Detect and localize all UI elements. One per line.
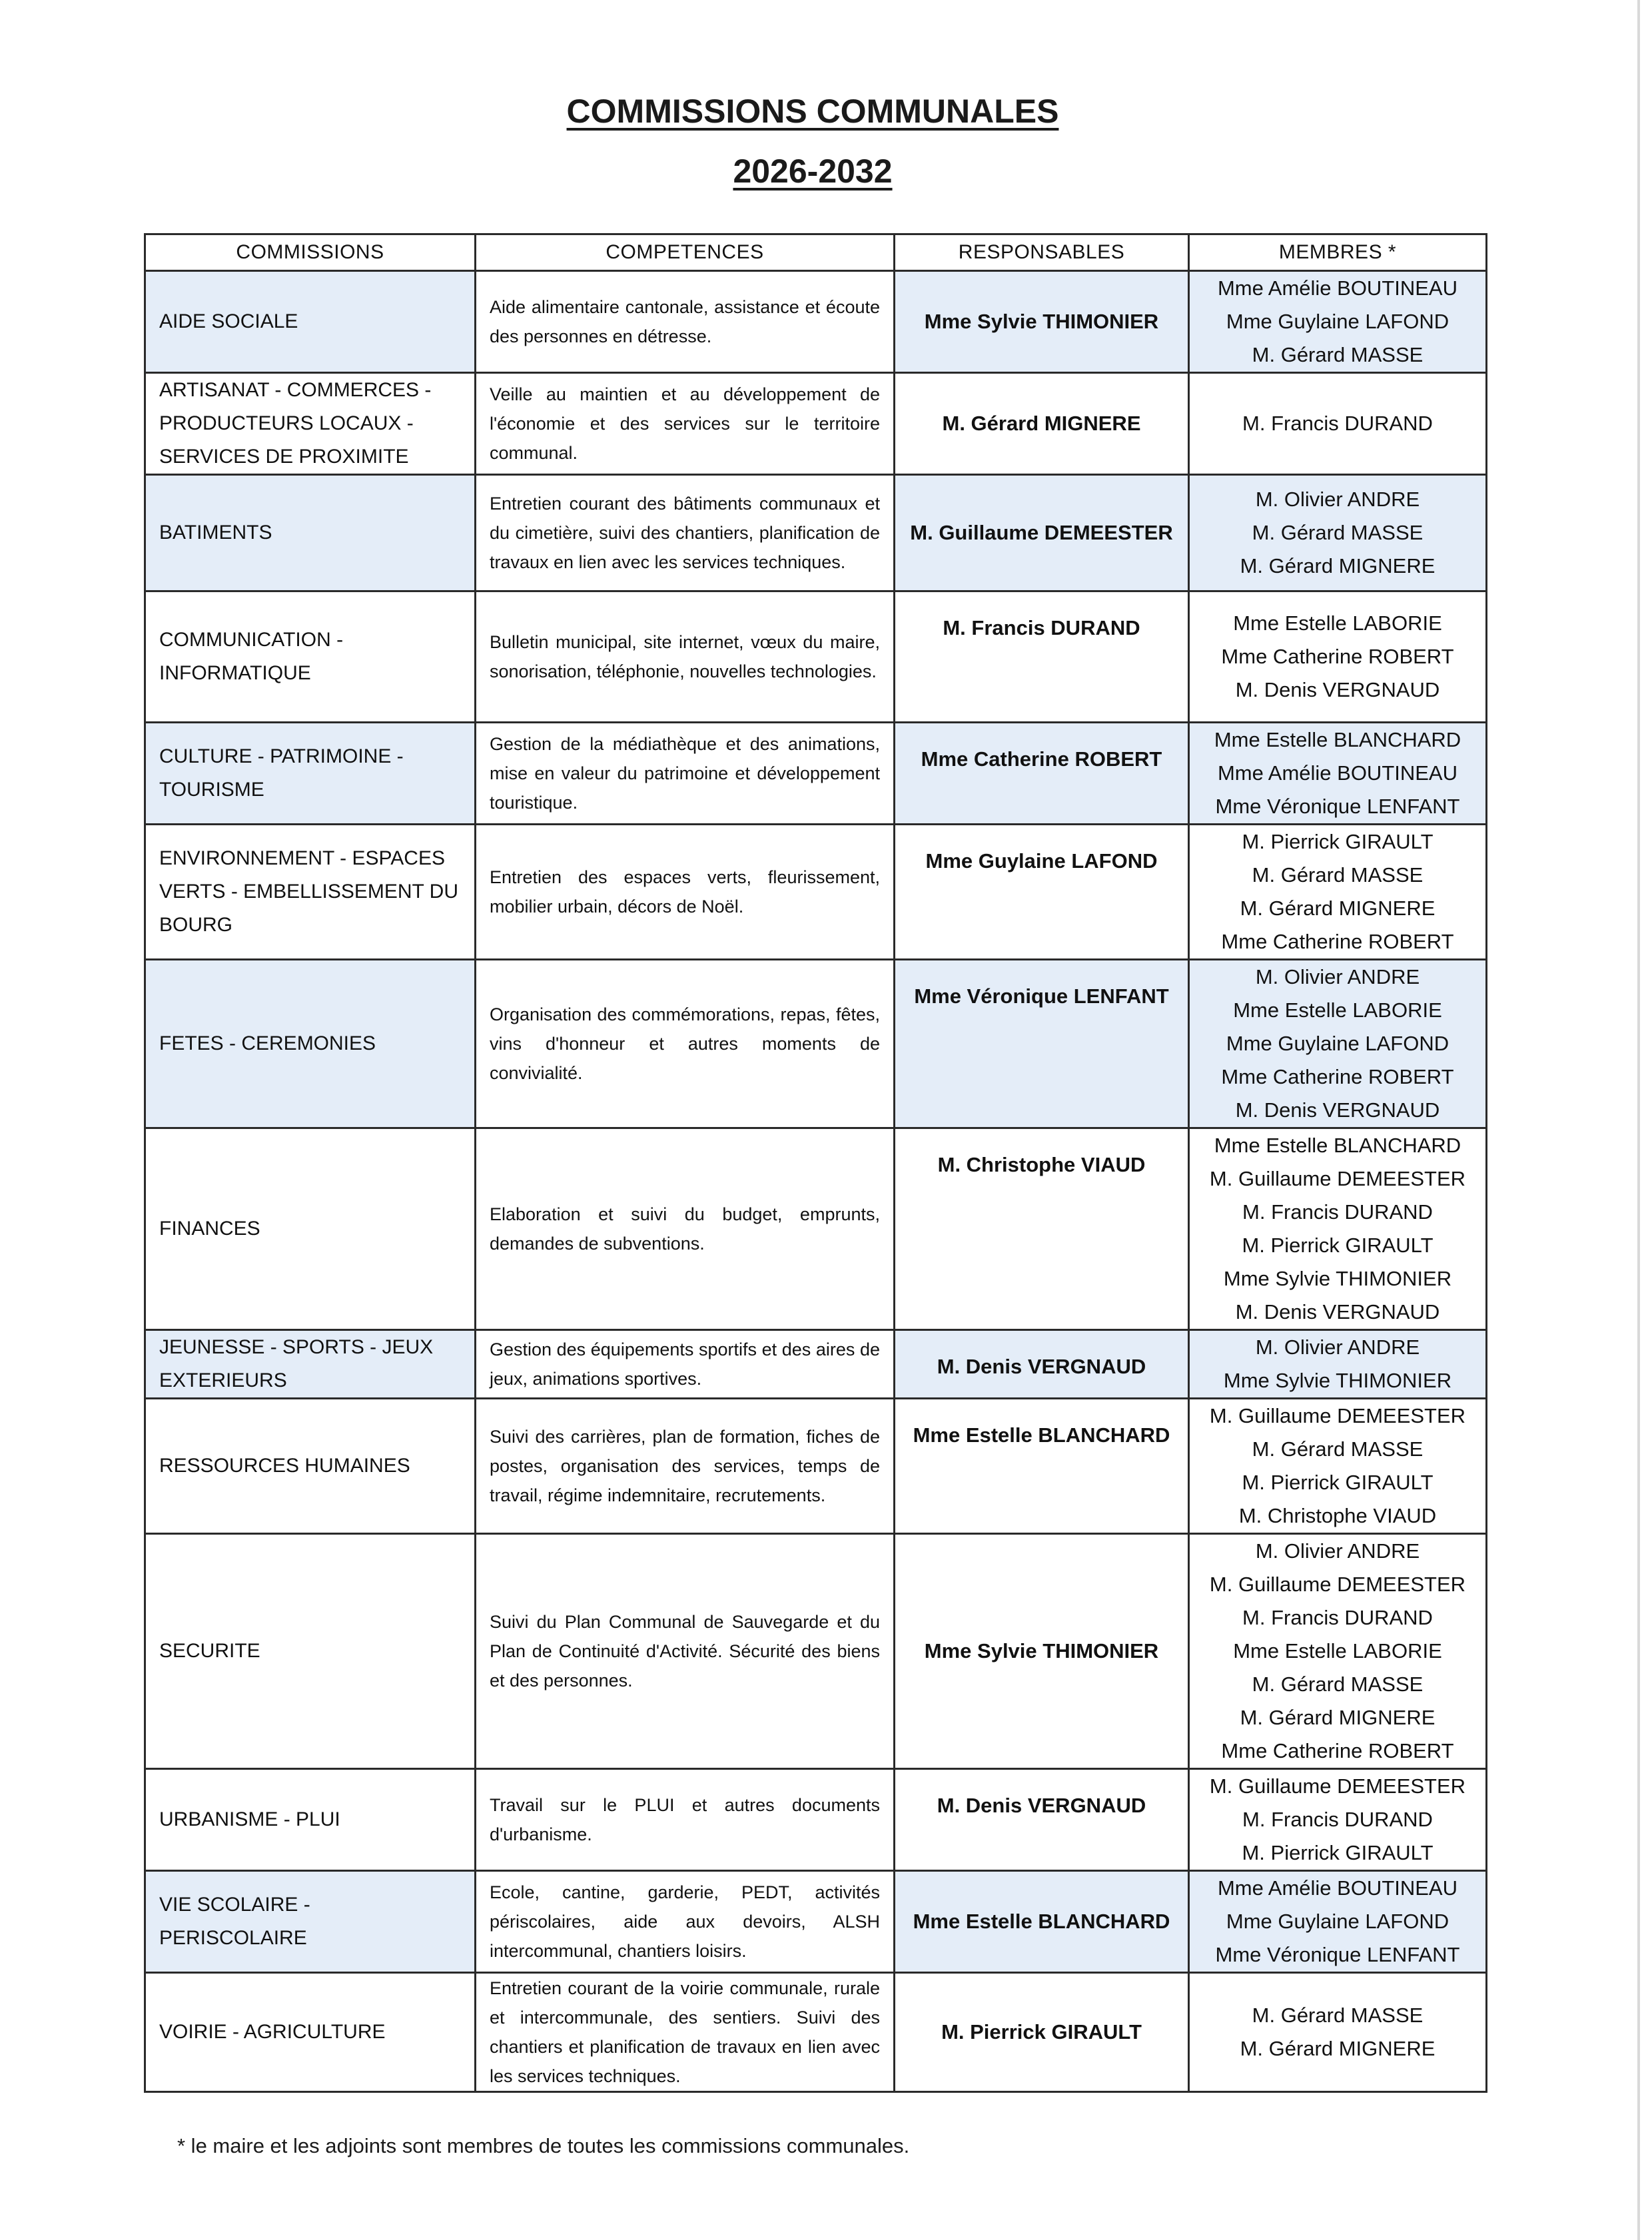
membres-cell xyxy=(1189,271,1487,373)
membres-cell xyxy=(1189,1330,1487,1399)
competences-text: Suivi des carrières, plan de formation, fiches de postes, organisation des services, temps de travail, régime indemnitaire, recrutements. xyxy=(476,1399,895,1534)
membres-cell xyxy=(1189,373,1487,475)
membre-name: M. Denis VERGNAUD xyxy=(1235,1300,1440,1323)
membres-cell xyxy=(1189,723,1487,825)
membre-name: M. Gérard MASSE xyxy=(1252,343,1424,366)
membres-cell xyxy=(1189,960,1487,1128)
membre-name: Mme Estelle LABORIE xyxy=(1233,1639,1442,1663)
competences-text: Ecole, cantine, garderie, PEDT, activités périscolaires, aide aux devoirs, ALSH intercommunal, chantiers loisirs. xyxy=(476,1871,895,1973)
header-responsables: RESPONSABLES xyxy=(895,234,1189,271)
responsable-name: M. Christophe VIAUD xyxy=(895,1128,1189,1330)
responsable-name: Mme Guylaine LAFOND xyxy=(895,825,1189,960)
membre-name: Mme Catherine ROBERT xyxy=(1221,1739,1454,1762)
membres-cell xyxy=(1189,1769,1487,1871)
membre-name: Mme Amélie BOUTINEAU xyxy=(1217,1876,1457,1900)
membres-cell xyxy=(1189,1973,1487,2092)
membre-name: Mme Guylaine LAFOND xyxy=(1226,1910,1449,1933)
competences-text: Entretien courant de la voirie communale, rurale et intercommunale, des sentiers. Suivi des chantiers et planification de travaux en lien avec les services techniques. xyxy=(476,1973,895,2092)
membre-name: Mme Catherine ROBERT xyxy=(1221,1065,1454,1088)
commission-name: SECURITE xyxy=(145,1534,476,1769)
competences-text: Veille au maintien et au développement de l'économie et des services sur le territoire communal. xyxy=(476,373,895,475)
membre-name: Mme Sylvie THIMONIER xyxy=(1223,1267,1452,1290)
membre-name: M. Gérard MASSE xyxy=(1252,863,1424,887)
membre-name: M. Denis VERGNAUD xyxy=(1235,1098,1440,1122)
membre-name: Mme Véronique LENFANT xyxy=(1215,1943,1460,1966)
commission-name: AIDE SOCIALE xyxy=(145,271,476,373)
commission-name: COMMUNICATION - INFORMATIQUE xyxy=(145,591,476,723)
membre-name: Mme Guylaine LAFOND xyxy=(1226,310,1449,333)
responsable-name: M. Denis VERGNAUD xyxy=(895,1330,1189,1399)
membre-name: M. Gérard MASSE xyxy=(1252,521,1424,544)
responsable-name: M. Gérard MIGNERE xyxy=(895,373,1189,475)
membres-cell xyxy=(1189,591,1487,723)
commission-name: BATIMENTS xyxy=(145,475,476,591)
commission-name: FINANCES xyxy=(145,1128,476,1330)
membres-cell xyxy=(1189,475,1487,591)
membre-name: M. Francis DURAND xyxy=(1242,1200,1433,1224)
membre-name: Mme Sylvie THIMONIER xyxy=(1223,1369,1452,1392)
competences-text: Entretien courant des bâtiments communaux et du cimetière, suivi des chantiers, planification de travaux en lien avec les services techniques. xyxy=(476,475,895,591)
commission-name: ENVIRONNEMENT - ESPACES VERTS - EMBELLISSEMENT DU BOURG xyxy=(145,825,476,960)
competences-text: Bulletin municipal, site internet, vœux du maire, sonorisation, téléphonie, nouvelles technologies. xyxy=(476,591,895,723)
membre-name: M. Denis VERGNAUD xyxy=(1235,678,1440,701)
commission-name: JEUNESSE - SPORTS - JEUX EXTERIEURS xyxy=(145,1330,476,1399)
membre-name: M. Christophe VIAUD xyxy=(1238,1504,1437,1527)
table-row xyxy=(145,723,1487,825)
commission-name: FETES - CEREMONIES xyxy=(145,960,476,1128)
table-row xyxy=(145,1399,1487,1534)
membre-name: Mme Guylaine LAFOND xyxy=(1226,1032,1449,1055)
table-row xyxy=(145,1330,1487,1399)
membre-name: M. Olivier ANDRE xyxy=(1255,965,1420,988)
competences-text: Organisation des commémorations, repas, fêtes, vins d'honneur et autres moments de convivialité. xyxy=(476,960,895,1128)
competences-text: Gestion de la médiathèque et des animations, mise en valeur du patrimoine et développement touristique. xyxy=(476,723,895,825)
table-header-row xyxy=(145,234,1487,271)
page-subtitle-period: 2026-2032 xyxy=(733,153,893,190)
membre-name: M. Francis DURAND xyxy=(1242,412,1433,435)
table-row xyxy=(145,960,1487,1128)
table-row xyxy=(145,475,1487,591)
membre-name: M. Gérard MIGNERE xyxy=(1240,554,1436,577)
competences-text: Aide alimentaire cantonale, assistance et écoute des personnes en détresse. xyxy=(476,271,895,373)
membre-name: M. Guillaume DEMEESTER xyxy=(1209,1774,1466,1798)
membre-name: Mme Amélie BOUTINEAU xyxy=(1217,276,1457,300)
membre-name: M. Gérard MASSE xyxy=(1252,1437,1424,1461)
responsable-name: Mme Catherine ROBERT xyxy=(895,723,1189,825)
membre-name: M. Guillaume DEMEESTER xyxy=(1209,1573,1466,1596)
membre-name: Mme Catherine ROBERT xyxy=(1221,645,1454,668)
competences-text: Gestion des équipements sportifs et des aires de jeux, animations sportives. xyxy=(476,1330,895,1399)
membre-name: Mme Estelle BLANCHARD xyxy=(1214,728,1461,751)
membre-name: Mme Catherine ROBERT xyxy=(1221,930,1454,953)
membre-name: M. Gérard MIGNERE xyxy=(1240,1706,1436,1729)
membre-name: M. Guillaume DEMEESTER xyxy=(1209,1167,1466,1190)
commission-name: VIE SCOLAIRE - PERISCOLAIRE xyxy=(145,1871,476,1973)
footnote: * le maire et les adjoints sont membres de toutes les commissions communales. xyxy=(177,2134,910,2157)
membre-name: M. Olivier ANDRE xyxy=(1255,488,1420,511)
page-edge xyxy=(1637,0,1640,2240)
commission-name: VOIRIE - AGRICULTURE xyxy=(145,1973,476,2092)
responsable-name: M. Guillaume DEMEESTER xyxy=(895,475,1189,591)
responsable-name: M. Denis VERGNAUD xyxy=(895,1769,1189,1871)
table-row xyxy=(145,373,1487,475)
membres-cell xyxy=(1189,1399,1487,1534)
membres-cell xyxy=(1189,1128,1487,1330)
membre-name: Mme Estelle LABORIE xyxy=(1233,998,1442,1022)
responsable-name: Mme Sylvie THIMONIER xyxy=(895,271,1189,373)
competences-text: Elaboration et suivi du budget, emprunts, demandes de subventions. xyxy=(476,1128,895,1330)
table-row xyxy=(145,1534,1487,1769)
membre-name: M. Pierrick GIRAULT xyxy=(1242,830,1434,853)
commissions-table xyxy=(144,233,1487,2093)
membre-name: M. Gérard MASSE xyxy=(1252,2004,1424,2027)
table-row xyxy=(145,1769,1487,1871)
membre-name: M. Olivier ANDRE xyxy=(1255,1539,1420,1563)
competences-text: Entretien des espaces verts, fleurissement, mobilier urbain, décors de Noël. xyxy=(476,825,895,960)
table-row xyxy=(145,825,1487,960)
membres-cell xyxy=(1189,1871,1487,1973)
competences-text: Suivi du Plan Communal de Sauvegarde et du Plan de Continuité d'Activité. Sécurité des biens et des personnes. xyxy=(476,1534,895,1769)
membre-name: M. Pierrick GIRAULT xyxy=(1242,1471,1434,1494)
membre-name: M. Gérard MIGNERE xyxy=(1240,897,1436,920)
membre-name: M. Olivier ANDRE xyxy=(1255,1335,1420,1359)
membre-name: Mme Estelle BLANCHARD xyxy=(1214,1134,1461,1157)
membre-name: M. Francis DURAND xyxy=(1242,1808,1433,1831)
responsable-name: Mme Estelle BLANCHARD xyxy=(895,1399,1189,1534)
membre-name: M. Guillaume DEMEESTER xyxy=(1209,1404,1466,1427)
membre-name: Mme Véronique LENFANT xyxy=(1215,795,1460,818)
responsable-name: Mme Estelle BLANCHARD xyxy=(895,1871,1189,1973)
page-title: COMMISSIONS COMMUNALES xyxy=(566,93,1059,130)
header-commissions: COMMISSIONS xyxy=(145,234,476,271)
responsable-name: Mme Sylvie THIMONIER xyxy=(895,1534,1189,1769)
table-row xyxy=(145,271,1487,373)
membres-cell xyxy=(1189,1534,1487,1769)
commission-name: URBANISME - PLUI xyxy=(145,1769,476,1871)
header-membres: MEMBRES * xyxy=(1189,234,1487,271)
membre-name: M. Pierrick GIRAULT xyxy=(1242,1841,1434,1864)
table-row xyxy=(145,591,1487,723)
table-row xyxy=(145,1973,1487,2092)
responsable-name: M. Francis DURAND xyxy=(895,591,1189,723)
header-competences: COMPETENCES xyxy=(476,234,895,271)
membre-name: M. Pierrick GIRAULT xyxy=(1242,1234,1434,1257)
responsable-name: M. Pierrick GIRAULT xyxy=(895,1973,1189,2092)
membre-name: M. Gérard MASSE xyxy=(1252,1673,1424,1696)
commission-name: RESSOURCES HUMAINES xyxy=(145,1399,476,1534)
commission-name: ARTISANAT - COMMERCES - PRODUCTEURS LOCAUX - SERVICES DE PROXIMITE xyxy=(145,373,476,475)
table-row xyxy=(145,1128,1487,1330)
commission-name: CULTURE - PATRIMOINE - TOURISME xyxy=(145,723,476,825)
membre-name: Mme Amélie BOUTINEAU xyxy=(1217,761,1457,785)
membre-name: Mme Estelle LABORIE xyxy=(1233,611,1442,635)
table-row xyxy=(145,1871,1487,1973)
membre-name: M. Gérard MIGNERE xyxy=(1240,2037,1436,2060)
competences-text: Travail sur le PLUI et autres documents d'urbanisme. xyxy=(476,1769,895,1871)
membre-name: M. Francis DURAND xyxy=(1242,1606,1433,1629)
membres-cell xyxy=(1189,825,1487,960)
responsable-name: Mme Véronique LENFANT xyxy=(895,960,1189,1128)
